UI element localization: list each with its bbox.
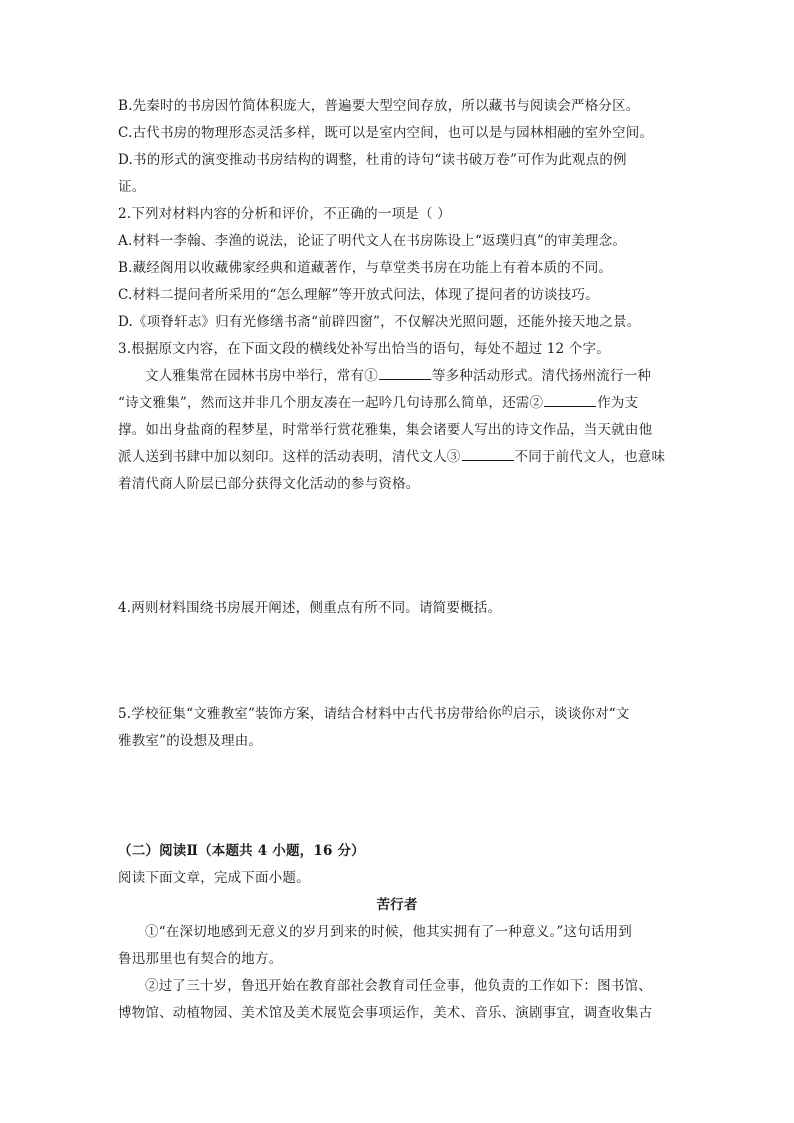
q2-stem: 2.下列对材料内容的分析和评价，不正确的一项是（ ） [118, 206, 451, 222]
q2-option-b: B.藏经阁用以收藏佛家经典和道藏著作，与草堂类书房在功能上有着本质的不同。 [118, 260, 613, 276]
q3-text: 派人送到书肆中加以刻印。这样的活动表明，清代文人③ [118, 449, 461, 465]
q3-passage-line5: 着清代商人阶层已部分获得文化活动的参与资格。 [118, 476, 420, 492]
answer-blank-2[interactable] [544, 394, 596, 407]
article-para2-line1: ②过了三十岁，鲁迅开始在教育部社会教育司任佥事，他负责的工作如下：图书馆、 [145, 978, 652, 994]
q1-option-d-line1: D.书的形式的演变推动书房结构的调整，杜甫的诗句“读书破万卷”可作为此观点的例 [118, 152, 627, 168]
q3-text: “诗文雅集”，然而这并非几个朋友凑在一起吟几句诗那么简单，还需② [118, 395, 544, 411]
q3-text: 作为支 [597, 395, 639, 411]
q2-option-c: C.材料二提问者所采用的“怎么理解”等开放式问法，体现了提问者的访谈技巧。 [118, 287, 599, 303]
q3-text: 等多种活动形式。清代扬州流行一种 [431, 368, 652, 384]
q3-passage-line1 [145, 367, 651, 385]
q5-stem-line1 [118, 705, 630, 724]
article-para1-line1: ①“在深切地感到无意义的岁月到来的时候，他其实拥有了一种意义。”这句话用到 [145, 924, 632, 940]
article-title: 苦行者 [376, 897, 418, 913]
q5-superscript: 的 [501, 704, 513, 717]
q1-option-d-line2: 证。 [118, 179, 146, 195]
article-para2-line2: 博物馆、动植物园、美术馆及美术展览会事项运作，美术、音乐、演剧事宜，调查收集古 [118, 1005, 653, 1021]
q3-text: 文人雅集常在园林书房中举行，常有① [145, 368, 378, 384]
section-instruction: 阅读下面文章，完成下面小题。 [118, 870, 310, 886]
q2-option-d: D.《项脊轩志》归有光修缮书斋“前辟四窗”，不仅解决光照问题，还能外接天地之景。 [118, 314, 641, 330]
q3-stem: 3.根据原文内容，在下面文段的横线处补写出恰当的语句，每处不超过 12 个字。 [118, 341, 610, 357]
q2-option-a: A.材料一李翰、李渔的说法，论证了明代文人在书房陈设上“返璞归真”的审美理念。 [118, 233, 627, 249]
q5-text: 5.学校征集“文雅教室”装饰方案，请结合材料中古代书房带给你 [118, 706, 502, 722]
answer-blank-1[interactable] [379, 367, 431, 380]
q3-passage-line3: 撑。如出身盐商的程梦星，时常举行赏花雅集，集会诸要人写出的诗文作品，当天就由他 [118, 422, 653, 438]
q3-text: 不同于前代文人，也意味 [514, 449, 666, 465]
article-para1-line2: 鲁迅那里也有契合的地方。 [118, 951, 283, 967]
q1-option-b: B.先秦时的书房因竹简体积庞大，普遍要大型空间存放，所以藏书与阅读会严格分区。 [118, 98, 640, 114]
q3-passage-line4 [118, 448, 665, 466]
q3-passage-line2 [118, 394, 638, 412]
q5-text: 启示，谈谈你对“文 [512, 706, 630, 722]
q5-stem-line2: 雅教室”的设想及理由。 [118, 733, 263, 749]
answer-blank-3[interactable] [462, 448, 514, 461]
section-heading: （二）阅读Ⅱ（本题共 4 小题，16 分） [118, 843, 365, 859]
q4-stem: 4.两则材料围绕书房展开阐述，侧重点有所不同。请简要概括。 [118, 600, 502, 616]
q1-option-c: C.古代书房的物理形态灵活多样，既可以是室内空间，也可以是与园林相融的室外空间。 [118, 125, 654, 141]
